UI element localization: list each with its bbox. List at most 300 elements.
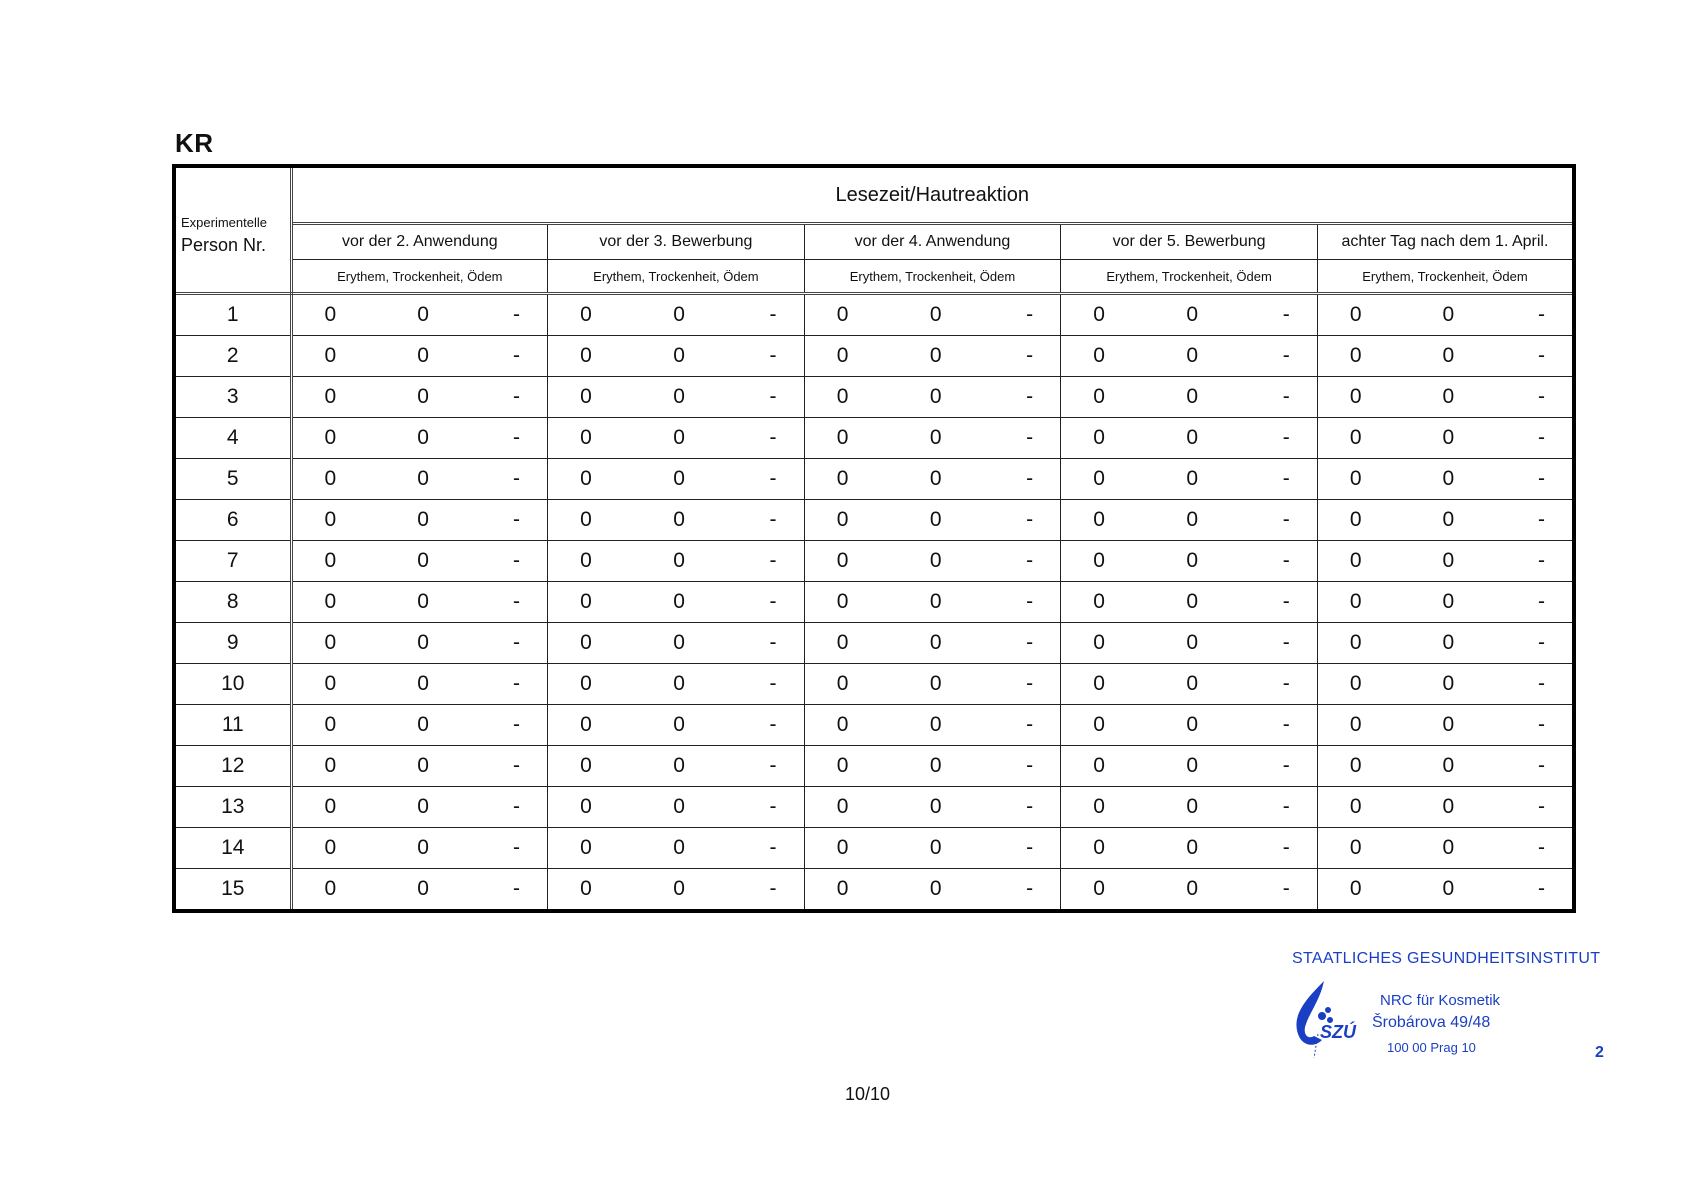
- reaction-cell: [1317, 582, 1574, 623]
- trockenheit-value: 0: [1186, 385, 1199, 408]
- table-row: [174, 582, 1574, 623]
- odem-value: -: [1537, 467, 1545, 490]
- person-header-big: Person Nr.: [181, 235, 267, 255]
- trockenheit-value: 0: [1442, 549, 1455, 572]
- odem-value: -: [1026, 590, 1034, 613]
- odem-value: -: [1537, 631, 1545, 654]
- erythem-value: 0: [836, 303, 849, 326]
- reaction-cell: [804, 869, 1061, 912]
- person-number: 1: [174, 294, 291, 336]
- reaction-cell: [1061, 623, 1318, 664]
- trockenheit-value: 0: [1442, 795, 1455, 818]
- trockenheit-value: 0: [1186, 795, 1199, 818]
- erythem-value: 0: [580, 426, 592, 449]
- odem-value: -: [1026, 631, 1034, 654]
- reaction-cell: [804, 828, 1061, 869]
- odem-value: -: [513, 672, 521, 695]
- erythem-value: 0: [324, 467, 337, 490]
- reaction-cell: [1317, 787, 1574, 828]
- reaction-cell: [1317, 500, 1574, 541]
- erythem-value: 0: [1093, 672, 1105, 695]
- odem-value: -: [1026, 385, 1034, 408]
- erythem-value: 0: [1093, 795, 1105, 818]
- erythem-value: 0: [580, 631, 592, 654]
- reaction-cell: [804, 294, 1061, 336]
- erythem-value: 0: [836, 713, 849, 736]
- reaction-cell: [291, 418, 548, 459]
- odem-value: -: [1282, 426, 1290, 449]
- trockenheit-value: 0: [929, 836, 942, 859]
- erythem-value: 0: [836, 754, 849, 777]
- erythem-value: 0: [580, 877, 592, 900]
- reaction-cell: [804, 459, 1061, 500]
- erythem-value: 0: [1093, 713, 1105, 736]
- erythem-value: 0: [580, 508, 592, 531]
- person-number: 5: [174, 459, 291, 500]
- erythem-value: 0: [1093, 754, 1105, 777]
- trockenheit-value: 0: [1442, 426, 1455, 449]
- erythem-value: 0: [324, 713, 337, 736]
- odem-value: -: [1537, 426, 1545, 449]
- reaction-cell: [1317, 869, 1574, 912]
- erythem-value: 0: [836, 385, 849, 408]
- reaction-cell: [291, 623, 548, 664]
- trockenheit-value: 0: [417, 631, 429, 654]
- reaction-cell: [1317, 541, 1574, 582]
- erythem-value: 0: [324, 877, 337, 900]
- criteria-subheader: Erythem, Trockenheit, Ödem: [291, 260, 548, 294]
- odem-value: -: [1282, 713, 1290, 736]
- odem-value: -: [769, 426, 777, 449]
- erythem-value: 0: [1349, 508, 1362, 531]
- application-header: vor der 4. Anwendung: [804, 224, 1061, 260]
- person-number: 8: [174, 582, 291, 623]
- odem-value: -: [1282, 590, 1290, 613]
- erythem-value: 0: [324, 795, 337, 818]
- trockenheit-value: 0: [1186, 590, 1199, 613]
- odem-value: -: [1282, 467, 1290, 490]
- odem-value: -: [1537, 795, 1545, 818]
- odem-value: -: [1026, 754, 1034, 777]
- reaction-cell: [548, 664, 805, 705]
- reaction-cell: [1317, 418, 1574, 459]
- application-header: vor der 3. Bewerbung: [548, 224, 805, 260]
- reaction-cell: [291, 541, 548, 582]
- table-row: [174, 746, 1574, 787]
- trockenheit-value: 0: [929, 508, 942, 531]
- trockenheit-value: 0: [417, 303, 429, 326]
- reaction-cell: [1317, 459, 1574, 500]
- odem-value: -: [1282, 754, 1290, 777]
- reaction-cell: [1317, 664, 1574, 705]
- erythem-value: 0: [1093, 426, 1105, 449]
- trockenheit-value: 0: [673, 303, 685, 326]
- trockenheit-value: 0: [673, 426, 685, 449]
- reaction-cell: [1061, 418, 1318, 459]
- reaction-cell: [804, 664, 1061, 705]
- erythem-value: 0: [836, 508, 849, 531]
- erythem-value: 0: [580, 836, 592, 859]
- table-row: [174, 294, 1574, 336]
- szu-logo-icon: [1284, 976, 1374, 1066]
- trockenheit-value: 0: [1442, 467, 1455, 490]
- trockenheit-value: 0: [417, 877, 429, 900]
- erythem-value: 0: [324, 631, 337, 654]
- erythem-value: 0: [580, 754, 592, 777]
- odem-value: -: [1537, 836, 1545, 859]
- erythem-value: 0: [836, 631, 849, 654]
- trockenheit-value: 0: [673, 549, 685, 572]
- trockenheit-value: 0: [673, 672, 685, 695]
- odem-value: -: [513, 877, 521, 900]
- subheader-row: [174, 260, 1574, 294]
- erythem-value: 0: [580, 795, 592, 818]
- stamp-line-2: Šrobárova 49/48: [1372, 1014, 1491, 1031]
- odem-value: -: [1537, 303, 1545, 326]
- erythem-value: 0: [836, 344, 849, 367]
- odem-value: -: [769, 508, 777, 531]
- erythem-value: 0: [1349, 836, 1362, 859]
- erythem-value: 0: [324, 590, 337, 613]
- trockenheit-value: 0: [1186, 754, 1199, 777]
- odem-value: -: [1537, 672, 1545, 695]
- page-number: 10/10: [845, 1084, 891, 1104]
- person-number: 15: [174, 869, 291, 912]
- erythem-value: 0: [324, 754, 337, 777]
- reaction-cell: [804, 418, 1061, 459]
- reaction-cell: [1317, 336, 1574, 377]
- erythem-value: 0: [580, 344, 592, 367]
- erythem-value: 0: [836, 467, 849, 490]
- erythem-value: 0: [324, 344, 337, 367]
- trockenheit-value: 0: [1442, 631, 1455, 654]
- odem-value: -: [513, 631, 521, 654]
- odem-value: -: [513, 754, 521, 777]
- odem-value: -: [769, 713, 777, 736]
- person-header-small: Experimentelle: [181, 215, 267, 230]
- erythem-value: 0: [1349, 426, 1362, 449]
- erythem-value: 0: [1349, 467, 1362, 490]
- odem-value: -: [513, 590, 521, 613]
- table-row: [174, 500, 1574, 541]
- reaction-cell: [804, 541, 1061, 582]
- reading-time-header: Lesezeit/Hautreaktion: [291, 166, 1574, 224]
- odem-value: -: [1026, 795, 1034, 818]
- stamp-institute-name: STAATLICHES GESUNDHEITSINSTITUT: [1292, 950, 1601, 967]
- reaction-cell: [291, 294, 548, 336]
- reaction-cell: [548, 377, 805, 418]
- trockenheit-value: 0: [1186, 877, 1199, 900]
- trockenheit-value: 0: [417, 713, 429, 736]
- odem-value: -: [513, 385, 521, 408]
- erythem-value: 0: [580, 467, 592, 490]
- trockenheit-value: 0: [1186, 631, 1199, 654]
- reaction-cell: [548, 500, 805, 541]
- reaction-cell: [1061, 582, 1318, 623]
- reaction-cell: [1061, 336, 1318, 377]
- reaction-cell: [548, 541, 805, 582]
- criteria-subheader: Erythem, Trockenheit, Ödem: [548, 260, 805, 294]
- odem-value: -: [513, 836, 521, 859]
- trockenheit-value: 0: [417, 549, 429, 572]
- erythem-value: 0: [1349, 344, 1362, 367]
- trockenheit-value: 0: [929, 631, 942, 654]
- trockenheit-value: 0: [929, 754, 942, 777]
- trockenheit-value: 0: [1186, 344, 1199, 367]
- trockenheit-value: 0: [1186, 549, 1199, 572]
- reaction-cell: [291, 869, 548, 912]
- erythem-value: 0: [836, 426, 849, 449]
- reaction-cell: [1061, 664, 1318, 705]
- erythem-value: 0: [580, 385, 592, 408]
- odem-value: -: [513, 508, 521, 531]
- odem-value: -: [1537, 549, 1545, 572]
- person-number: 14: [174, 828, 291, 869]
- table-row: [174, 541, 1574, 582]
- table-row: [174, 336, 1574, 377]
- criteria-subheader: Erythem, Trockenheit, Ödem: [1317, 260, 1574, 294]
- trockenheit-value: 0: [929, 877, 942, 900]
- reaction-cell: [1061, 541, 1318, 582]
- odem-value: -: [1282, 303, 1290, 326]
- trockenheit-value: 0: [673, 590, 685, 613]
- erythem-value: 0: [1093, 877, 1105, 900]
- skin-reaction-table: [172, 164, 1576, 913]
- table-row: [174, 377, 1574, 418]
- odem-value: -: [513, 303, 521, 326]
- odem-value: -: [1282, 672, 1290, 695]
- table-row: [174, 705, 1574, 746]
- erythem-value: 0: [324, 508, 337, 531]
- application-header-row: [174, 224, 1574, 260]
- odem-value: -: [513, 549, 521, 572]
- erythem-value: 0: [1349, 795, 1362, 818]
- stamp-mark: 2: [1595, 1044, 1604, 1061]
- trockenheit-value: 0: [417, 344, 429, 367]
- trockenheit-value: 0: [1442, 303, 1455, 326]
- reaction-cell: [804, 336, 1061, 377]
- reaction-cell: [804, 705, 1061, 746]
- erythem-value: 0: [324, 385, 337, 408]
- trockenheit-value: 0: [673, 631, 685, 654]
- odem-value: -: [1026, 344, 1034, 367]
- person-number: 9: [174, 623, 291, 664]
- odem-value: -: [1026, 549, 1034, 572]
- odem-value: -: [1282, 836, 1290, 859]
- odem-value: -: [1282, 344, 1290, 367]
- odem-value: -: [769, 303, 777, 326]
- application-header: vor der 2. Anwendung: [291, 224, 548, 260]
- odem-value: -: [1026, 877, 1034, 900]
- application-header: vor der 5. Bewerbung: [1061, 224, 1318, 260]
- erythem-value: 0: [836, 836, 849, 859]
- trockenheit-value: 0: [417, 795, 429, 818]
- reaction-cell: [548, 828, 805, 869]
- reaction-cell: [548, 459, 805, 500]
- reaction-cell: [548, 336, 805, 377]
- trockenheit-value: 0: [1186, 508, 1199, 531]
- erythem-value: 0: [1349, 877, 1362, 900]
- reaction-cell: [1317, 746, 1574, 787]
- odem-value: -: [1537, 713, 1545, 736]
- reaction-cell: [291, 746, 548, 787]
- odem-value: -: [1282, 508, 1290, 531]
- criteria-subheader: Erythem, Trockenheit, Ödem: [1061, 260, 1318, 294]
- trockenheit-value: 0: [1186, 672, 1199, 695]
- table-row: [174, 787, 1574, 828]
- trockenheit-value: 0: [929, 713, 942, 736]
- trockenheit-value: 0: [417, 754, 429, 777]
- reaction-cell: [291, 459, 548, 500]
- stamp-line-3: 100 00 Prag 10: [1387, 1040, 1476, 1055]
- trockenheit-value: 0: [1442, 877, 1455, 900]
- trockenheit-value: 0: [1186, 303, 1199, 326]
- erythem-value: 0: [1093, 836, 1105, 859]
- odem-value: -: [1537, 877, 1545, 900]
- erythem-value: 0: [1093, 467, 1105, 490]
- application-header: achter Tag nach dem 1. April.: [1317, 224, 1574, 260]
- erythem-value: 0: [836, 795, 849, 818]
- trockenheit-value: 0: [1442, 713, 1455, 736]
- trockenheit-value: 0: [929, 344, 942, 367]
- reaction-cell: [1061, 746, 1318, 787]
- trockenheit-value: 0: [673, 508, 685, 531]
- erythem-value: 0: [1349, 672, 1362, 695]
- reaction-cell: [548, 746, 805, 787]
- reaction-cell: [1061, 869, 1318, 912]
- reaction-cell: [1317, 828, 1574, 869]
- reaction-cell: [1061, 377, 1318, 418]
- erythem-value: 0: [1349, 713, 1362, 736]
- erythem-value: 0: [1093, 590, 1105, 613]
- person-number: 3: [174, 377, 291, 418]
- trockenheit-value: 0: [417, 467, 429, 490]
- table-row: [174, 623, 1574, 664]
- trockenheit-value: 0: [1442, 385, 1455, 408]
- reaction-cell: [1061, 787, 1318, 828]
- erythem-value: 0: [1093, 508, 1105, 531]
- reaction-cell: [1317, 377, 1574, 418]
- erythem-value: 0: [1349, 754, 1362, 777]
- reaction-cell: [291, 377, 548, 418]
- odem-value: -: [769, 795, 777, 818]
- trockenheit-value: 0: [417, 385, 429, 408]
- odem-value: -: [1537, 590, 1545, 613]
- trockenheit-value: 0: [417, 426, 429, 449]
- table-row: [174, 459, 1574, 500]
- odem-value: -: [769, 754, 777, 777]
- erythem-value: 0: [580, 303, 592, 326]
- reaction-cell: [548, 418, 805, 459]
- odem-value: -: [769, 631, 777, 654]
- person-number-header: [174, 166, 291, 294]
- trockenheit-value: 0: [417, 672, 429, 695]
- person-number: 11: [174, 705, 291, 746]
- odem-value: -: [1537, 344, 1545, 367]
- erythem-value: 0: [1093, 549, 1105, 572]
- odem-value: -: [1026, 508, 1034, 531]
- erythem-value: 0: [1093, 303, 1105, 326]
- erythem-value: 0: [580, 590, 592, 613]
- odem-value: -: [1026, 836, 1034, 859]
- trockenheit-value: 0: [417, 508, 429, 531]
- reaction-cell: [548, 294, 805, 336]
- erythem-value: 0: [836, 549, 849, 572]
- odem-value: -: [1537, 754, 1545, 777]
- reaction-cell: [1317, 294, 1574, 336]
- odem-value: -: [769, 590, 777, 613]
- odem-value: -: [769, 385, 777, 408]
- erythem-value: 0: [580, 713, 592, 736]
- erythem-value: 0: [836, 877, 849, 900]
- criteria-subheader: Erythem, Trockenheit, Ödem: [804, 260, 1061, 294]
- trockenheit-value: 0: [929, 795, 942, 818]
- odem-value: -: [513, 344, 521, 367]
- reaction-cell: [1061, 705, 1318, 746]
- erythem-value: 0: [1093, 344, 1105, 367]
- trockenheit-value: 0: [673, 467, 685, 490]
- odem-value: -: [1537, 385, 1545, 408]
- reaction-cell: [548, 623, 805, 664]
- institute-stamp: [1292, 950, 1612, 1070]
- erythem-value: 0: [1349, 385, 1362, 408]
- trockenheit-value: 0: [1442, 754, 1455, 777]
- odem-value: -: [1282, 877, 1290, 900]
- trockenheit-value: 0: [929, 549, 942, 572]
- trockenheit-value: 0: [929, 303, 942, 326]
- erythem-value: 0: [324, 303, 337, 326]
- trockenheit-value: 0: [673, 836, 685, 859]
- table-row: [174, 664, 1574, 705]
- erythem-value: 0: [580, 672, 592, 695]
- reaction-cell: [548, 582, 805, 623]
- odem-value: -: [1282, 385, 1290, 408]
- odem-value: -: [1026, 426, 1034, 449]
- trockenheit-value: 0: [929, 385, 942, 408]
- erythem-value: 0: [1093, 385, 1105, 408]
- erythem-value: 0: [836, 590, 849, 613]
- logo-text: SZÚ: [1320, 1022, 1356, 1042]
- odem-value: -: [1537, 508, 1545, 531]
- reaction-cell: [291, 787, 548, 828]
- erythem-value: 0: [1349, 549, 1362, 572]
- table-row: [174, 869, 1574, 912]
- erythem-value: 0: [1093, 631, 1105, 654]
- reaction-cell: [291, 500, 548, 541]
- reaction-cell: [291, 582, 548, 623]
- person-number: 2: [174, 336, 291, 377]
- odem-value: -: [769, 672, 777, 695]
- odem-value: -: [769, 836, 777, 859]
- reaction-cell: [804, 377, 1061, 418]
- reaction-cell: [291, 828, 548, 869]
- odem-value: -: [1282, 549, 1290, 572]
- trockenheit-value: 0: [1442, 590, 1455, 613]
- odem-value: -: [1282, 795, 1290, 818]
- odem-value: -: [769, 877, 777, 900]
- odem-value: -: [769, 467, 777, 490]
- trockenheit-value: 0: [1442, 672, 1455, 695]
- reaction-cell: [291, 705, 548, 746]
- reaction-cell: [1061, 828, 1318, 869]
- reaction-cell: [804, 623, 1061, 664]
- trockenheit-value: 0: [673, 754, 685, 777]
- person-number: 10: [174, 664, 291, 705]
- erythem-value: 0: [1349, 303, 1362, 326]
- reaction-cell: [291, 336, 548, 377]
- trockenheit-value: 0: [929, 590, 942, 613]
- erythem-value: 0: [1349, 631, 1362, 654]
